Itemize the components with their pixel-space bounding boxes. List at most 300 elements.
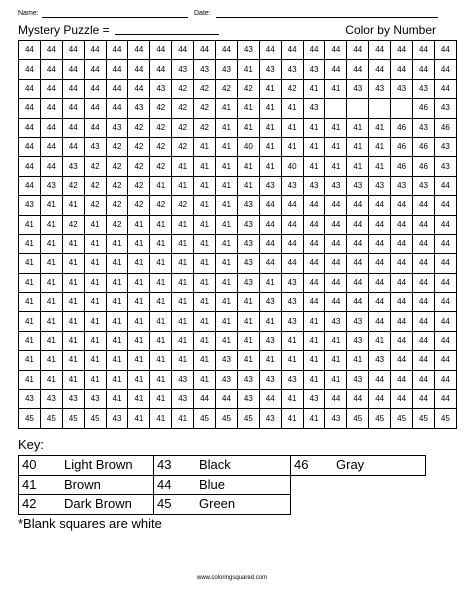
- grid-cell[interactable]: 44: [391, 41, 413, 60]
- grid-cell[interactable]: 44: [84, 41, 106, 60]
- grid-cell[interactable]: 41: [303, 137, 325, 156]
- grid-cell[interactable]: 43: [281, 293, 303, 312]
- grid-cell[interactable]: 44: [62, 41, 84, 60]
- grid-cell[interactable]: 44: [325, 60, 347, 79]
- grid-cell[interactable]: 41: [303, 79, 325, 98]
- grid-cell[interactable]: 44: [281, 41, 303, 60]
- grid-cell[interactable]: 41: [40, 234, 62, 253]
- grid-cell[interactable]: 41: [237, 293, 259, 312]
- grid-cell[interactable]: 44: [347, 196, 369, 215]
- grid-cell[interactable]: [369, 99, 391, 118]
- grid-cell[interactable]: 43: [40, 390, 62, 409]
- grid-cell[interactable]: 45: [40, 409, 62, 428]
- grid-cell[interactable]: 41: [172, 157, 194, 176]
- grid-cell[interactable]: 43: [19, 196, 41, 215]
- grid-cell[interactable]: 41: [216, 273, 238, 292]
- grid-cell[interactable]: 41: [19, 273, 41, 292]
- grid-cell[interactable]: 44: [128, 79, 150, 98]
- grid-cell[interactable]: 43: [19, 390, 41, 409]
- grid-cell[interactable]: 41: [194, 254, 216, 273]
- grid-cell[interactable]: 41: [172, 331, 194, 350]
- grid-cell[interactable]: 43: [216, 370, 238, 389]
- grid-cell[interactable]: 41: [128, 351, 150, 370]
- grid-cell[interactable]: 41: [40, 273, 62, 292]
- grid-cell[interactable]: 43: [369, 79, 391, 98]
- grid-cell[interactable]: 44: [19, 137, 41, 156]
- grid-cell[interactable]: 40: [237, 137, 259, 156]
- grid-cell[interactable]: 44: [369, 60, 391, 79]
- grid-cell[interactable]: 41: [216, 234, 238, 253]
- grid-cell[interactable]: 41: [303, 118, 325, 137]
- grid-cell[interactable]: 41: [128, 293, 150, 312]
- grid-cell[interactable]: 41: [172, 215, 194, 234]
- grid-cell[interactable]: 46: [413, 157, 435, 176]
- grid-cell[interactable]: 44: [347, 60, 369, 79]
- grid-cell[interactable]: 44: [303, 254, 325, 273]
- grid-cell[interactable]: 41: [281, 331, 303, 350]
- grid-cell[interactable]: 42: [172, 137, 194, 156]
- grid-cell[interactable]: 41: [128, 390, 150, 409]
- grid-cell[interactable]: 43: [303, 60, 325, 79]
- grid-cell[interactable]: 43: [413, 118, 435, 137]
- grid-cell[interactable]: 44: [391, 370, 413, 389]
- grid-cell[interactable]: 44: [172, 41, 194, 60]
- grid-cell[interactable]: 44: [434, 254, 456, 273]
- grid-cell[interactable]: 41: [325, 331, 347, 350]
- grid-cell[interactable]: 41: [369, 157, 391, 176]
- grid-cell[interactable]: 44: [413, 234, 435, 253]
- grid-cell[interactable]: 42: [150, 196, 172, 215]
- grid-cell[interactable]: 44: [19, 99, 41, 118]
- grid-cell[interactable]: 44: [413, 331, 435, 350]
- grid-cell[interactable]: 45: [434, 409, 456, 428]
- grid-cell[interactable]: 41: [19, 215, 41, 234]
- grid-cell[interactable]: 41: [194, 293, 216, 312]
- grid-cell[interactable]: 42: [128, 137, 150, 156]
- grid-cell[interactable]: 41: [172, 273, 194, 292]
- grid-cell[interactable]: 41: [325, 157, 347, 176]
- grid-cell[interactable]: 44: [303, 215, 325, 234]
- grid-cell[interactable]: 43: [391, 79, 413, 98]
- grid-cell[interactable]: 41: [259, 137, 281, 156]
- grid-cell[interactable]: 43: [106, 409, 128, 428]
- grid-cell[interactable]: 44: [84, 60, 106, 79]
- grid-cell[interactable]: 43: [303, 99, 325, 118]
- grid-cell[interactable]: 41: [62, 331, 84, 350]
- grid-cell[interactable]: 41: [150, 234, 172, 253]
- grid-cell[interactable]: 43: [62, 390, 84, 409]
- grid-cell[interactable]: 44: [62, 79, 84, 98]
- grid-cell[interactable]: 44: [391, 196, 413, 215]
- grid-cell[interactable]: 44: [259, 254, 281, 273]
- grid-cell[interactable]: 43: [237, 390, 259, 409]
- grid-cell[interactable]: 43: [281, 60, 303, 79]
- grid-cell[interactable]: 41: [194, 370, 216, 389]
- grid-cell[interactable]: 44: [303, 293, 325, 312]
- grid-cell[interactable]: 44: [434, 196, 456, 215]
- grid-cell[interactable]: [391, 99, 413, 118]
- grid-cell[interactable]: 41: [106, 351, 128, 370]
- grid-cell[interactable]: 44: [106, 79, 128, 98]
- grid-cell[interactable]: 41: [281, 137, 303, 156]
- grid-cell[interactable]: [347, 99, 369, 118]
- grid-cell[interactable]: 44: [194, 390, 216, 409]
- grid-cell[interactable]: 44: [434, 331, 456, 350]
- grid-cell[interactable]: 45: [413, 409, 435, 428]
- grid-cell[interactable]: 42: [128, 176, 150, 195]
- grid-cell[interactable]: 41: [40, 351, 62, 370]
- grid-cell[interactable]: 44: [40, 137, 62, 156]
- answer-line[interactable]: [115, 24, 219, 35]
- grid-cell[interactable]: 42: [62, 176, 84, 195]
- grid-cell[interactable]: 41: [216, 137, 238, 156]
- grid-cell[interactable]: 44: [216, 390, 238, 409]
- grid-cell[interactable]: 43: [347, 176, 369, 195]
- grid-cell[interactable]: 45: [19, 409, 41, 428]
- grid-cell[interactable]: 41: [237, 176, 259, 195]
- grid-cell[interactable]: 41: [150, 254, 172, 273]
- grid-cell[interactable]: 41: [216, 118, 238, 137]
- grid-cell[interactable]: 44: [413, 390, 435, 409]
- grid-cell[interactable]: 44: [434, 293, 456, 312]
- grid-cell[interactable]: 43: [237, 215, 259, 234]
- grid-cell[interactable]: 41: [347, 118, 369, 137]
- grid-cell[interactable]: 41: [216, 312, 238, 331]
- grid-cell[interactable]: 41: [106, 293, 128, 312]
- grid-cell[interactable]: 41: [237, 118, 259, 137]
- grid-cell[interactable]: 41: [19, 293, 41, 312]
- grid-cell[interactable]: 41: [259, 312, 281, 331]
- grid-cell[interactable]: 44: [391, 390, 413, 409]
- grid-cell[interactable]: 43: [172, 390, 194, 409]
- grid-cell[interactable]: 43: [237, 41, 259, 60]
- grid-cell[interactable]: 41: [237, 331, 259, 350]
- grid-cell[interactable]: 41: [325, 118, 347, 137]
- grid-cell[interactable]: 45: [84, 409, 106, 428]
- grid-cell[interactable]: 44: [19, 118, 41, 137]
- grid-cell[interactable]: 44: [391, 312, 413, 331]
- grid-cell[interactable]: 41: [84, 351, 106, 370]
- grid-cell[interactable]: 41: [40, 370, 62, 389]
- grid-cell[interactable]: 44: [369, 41, 391, 60]
- grid-cell[interactable]: 41: [194, 196, 216, 215]
- grid-cell[interactable]: 41: [369, 137, 391, 156]
- grid-cell[interactable]: 41: [216, 99, 238, 118]
- grid-cell[interactable]: 42: [106, 137, 128, 156]
- grid-cell[interactable]: 44: [128, 41, 150, 60]
- grid-cell[interactable]: 43: [281, 176, 303, 195]
- grid-cell[interactable]: 46: [413, 137, 435, 156]
- grid-cell[interactable]: 44: [40, 41, 62, 60]
- grid-cell[interactable]: 43: [259, 370, 281, 389]
- grid-cell[interactable]: 45: [391, 409, 413, 428]
- grid-cell[interactable]: 41: [303, 331, 325, 350]
- grid-cell[interactable]: 44: [106, 99, 128, 118]
- grid-cell[interactable]: 41: [216, 215, 238, 234]
- grid-cell[interactable]: 41: [128, 312, 150, 331]
- grid-cell[interactable]: 41: [259, 79, 281, 98]
- grid-cell[interactable]: 41: [194, 137, 216, 156]
- grid-cell[interactable]: 44: [369, 273, 391, 292]
- grid-cell[interactable]: 41: [347, 351, 369, 370]
- grid-cell[interactable]: 44: [391, 351, 413, 370]
- grid-cell[interactable]: 44: [281, 196, 303, 215]
- grid-cell[interactable]: 41: [62, 273, 84, 292]
- grid-cell[interactable]: 41: [150, 390, 172, 409]
- grid-cell[interactable]: 45: [194, 409, 216, 428]
- grid-cell[interactable]: 42: [237, 79, 259, 98]
- grid-cell[interactable]: 42: [106, 176, 128, 195]
- grid-cell[interactable]: 41: [325, 79, 347, 98]
- grid-cell[interactable]: 42: [84, 196, 106, 215]
- grid-cell[interactable]: 43: [84, 137, 106, 156]
- grid-cell[interactable]: 44: [84, 99, 106, 118]
- grid-cell[interactable]: 41: [150, 293, 172, 312]
- grid-cell[interactable]: 41: [216, 176, 238, 195]
- grid-cell[interactable]: 41: [172, 351, 194, 370]
- grid-cell[interactable]: 46: [391, 137, 413, 156]
- grid-cell[interactable]: 43: [347, 370, 369, 389]
- grid-cell[interactable]: 44: [281, 234, 303, 253]
- grid-cell[interactable]: 41: [259, 118, 281, 137]
- grid-cell[interactable]: 46: [391, 118, 413, 137]
- grid-cell[interactable]: 42: [194, 118, 216, 137]
- grid-cell[interactable]: 41: [84, 234, 106, 253]
- grid-cell[interactable]: 44: [391, 234, 413, 253]
- grid-cell[interactable]: 44: [128, 60, 150, 79]
- grid-cell[interactable]: 43: [237, 196, 259, 215]
- grid-cell[interactable]: 43: [259, 331, 281, 350]
- grid-cell[interactable]: 44: [281, 215, 303, 234]
- grid-cell[interactable]: 42: [150, 118, 172, 137]
- grid-cell[interactable]: 41: [128, 370, 150, 389]
- grid-cell[interactable]: 44: [434, 370, 456, 389]
- grid-cell[interactable]: 44: [259, 196, 281, 215]
- grid-cell[interactable]: 41: [19, 234, 41, 253]
- grid-cell[interactable]: 44: [434, 60, 456, 79]
- grid-cell[interactable]: 42: [128, 157, 150, 176]
- grid-cell[interactable]: 41: [128, 409, 150, 428]
- grid-cell[interactable]: 44: [281, 254, 303, 273]
- grid-cell[interactable]: 43: [281, 312, 303, 331]
- grid-cell[interactable]: 44: [216, 41, 238, 60]
- grid-cell[interactable]: 44: [413, 351, 435, 370]
- grid-cell[interactable]: 44: [369, 254, 391, 273]
- grid-cell[interactable]: 43: [237, 234, 259, 253]
- grid-cell[interactable]: 42: [150, 137, 172, 156]
- grid-cell[interactable]: 41: [128, 273, 150, 292]
- grid-cell[interactable]: 41: [259, 351, 281, 370]
- grid-cell[interactable]: 43: [259, 293, 281, 312]
- grid-cell[interactable]: 44: [325, 41, 347, 60]
- grid-cell[interactable]: 41: [40, 254, 62, 273]
- grid-cell[interactable]: 41: [106, 234, 128, 253]
- grid-cell[interactable]: 44: [19, 157, 41, 176]
- grid-cell[interactable]: 42: [106, 196, 128, 215]
- grid-cell[interactable]: 42: [128, 118, 150, 137]
- grid-cell[interactable]: 41: [303, 312, 325, 331]
- grid-cell[interactable]: 41: [194, 331, 216, 350]
- grid-cell[interactable]: 43: [347, 79, 369, 98]
- grid-cell[interactable]: 44: [62, 99, 84, 118]
- grid-cell[interactable]: 41: [84, 370, 106, 389]
- grid-cell[interactable]: 43: [369, 176, 391, 195]
- grid-cell[interactable]: 41: [62, 370, 84, 389]
- grid-cell[interactable]: 43: [259, 60, 281, 79]
- grid-cell[interactable]: 42: [194, 79, 216, 98]
- grid-cell[interactable]: 43: [237, 370, 259, 389]
- grid-cell[interactable]: 42: [150, 157, 172, 176]
- grid-cell[interactable]: 41: [194, 215, 216, 234]
- grid-cell[interactable]: 41: [237, 60, 259, 79]
- grid-cell[interactable]: 44: [413, 370, 435, 389]
- grid-cell[interactable]: 44: [434, 79, 456, 98]
- grid-cell[interactable]: 43: [303, 390, 325, 409]
- grid-cell[interactable]: 41: [150, 409, 172, 428]
- grid-cell[interactable]: 41: [369, 331, 391, 350]
- grid-cell[interactable]: 43: [303, 176, 325, 195]
- grid-cell[interactable]: 41: [172, 409, 194, 428]
- grid-cell[interactable]: 44: [434, 273, 456, 292]
- grid-cell[interactable]: 44: [325, 273, 347, 292]
- grid-cell[interactable]: 41: [281, 118, 303, 137]
- grid-cell[interactable]: 43: [281, 370, 303, 389]
- grid-cell[interactable]: 41: [194, 351, 216, 370]
- grid-cell[interactable]: 44: [391, 60, 413, 79]
- grid-cell[interactable]: 41: [216, 331, 238, 350]
- grid-cell[interactable]: 45: [237, 409, 259, 428]
- grid-cell[interactable]: 41: [194, 157, 216, 176]
- grid-cell[interactable]: 44: [303, 273, 325, 292]
- grid-cell[interactable]: 41: [19, 254, 41, 273]
- grid-cell[interactable]: 40: [281, 157, 303, 176]
- grid-cell[interactable]: 41: [216, 157, 238, 176]
- grid-cell[interactable]: 42: [194, 99, 216, 118]
- grid-cell[interactable]: 42: [216, 79, 238, 98]
- grid-cell[interactable]: 41: [150, 351, 172, 370]
- grid-cell[interactable]: 44: [391, 254, 413, 273]
- grid-cell[interactable]: 44: [19, 176, 41, 195]
- grid-cell[interactable]: 44: [413, 215, 435, 234]
- grid-cell[interactable]: 41: [150, 176, 172, 195]
- grid-cell[interactable]: 41: [194, 234, 216, 253]
- grid-cell[interactable]: 44: [325, 215, 347, 234]
- grid-cell[interactable]: 41: [106, 370, 128, 389]
- grid-cell[interactable]: 44: [413, 196, 435, 215]
- grid-cell[interactable]: 43: [237, 254, 259, 273]
- grid-cell[interactable]: 41: [150, 370, 172, 389]
- grid-cell[interactable]: 41: [303, 157, 325, 176]
- grid-cell[interactable]: 45: [62, 409, 84, 428]
- grid-cell[interactable]: 45: [347, 409, 369, 428]
- grid-cell[interactable]: 42: [106, 157, 128, 176]
- grid-cell[interactable]: 43: [325, 409, 347, 428]
- grid-cell[interactable]: 44: [259, 390, 281, 409]
- grid-cell[interactable]: 41: [19, 370, 41, 389]
- grid-cell[interactable]: 41: [150, 215, 172, 234]
- grid-cell[interactable]: 41: [128, 254, 150, 273]
- grid-cell[interactable]: 43: [413, 176, 435, 195]
- grid-cell[interactable]: 44: [369, 215, 391, 234]
- grid-cell[interactable]: 41: [194, 176, 216, 195]
- grid-cell[interactable]: 41: [84, 293, 106, 312]
- grid-cell[interactable]: 41: [216, 293, 238, 312]
- grid-cell[interactable]: 44: [40, 79, 62, 98]
- grid-cell[interactable]: 43: [84, 390, 106, 409]
- grid-cell[interactable]: 41: [237, 157, 259, 176]
- grid-cell[interactable]: 42: [106, 215, 128, 234]
- grid-cell[interactable]: 44: [40, 118, 62, 137]
- grid-cell[interactable]: 44: [391, 273, 413, 292]
- grid-cell[interactable]: 43: [434, 157, 456, 176]
- grid-cell[interactable]: 41: [19, 312, 41, 331]
- grid-cell[interactable]: 41: [150, 273, 172, 292]
- date-line[interactable]: [216, 17, 438, 18]
- grid-cell[interactable]: 44: [434, 215, 456, 234]
- grid-cell[interactable]: 44: [19, 41, 41, 60]
- grid-cell[interactable]: 44: [347, 390, 369, 409]
- grid-cell[interactable]: 41: [369, 118, 391, 137]
- grid-cell[interactable]: 45: [216, 409, 238, 428]
- grid-cell[interactable]: 41: [281, 390, 303, 409]
- grid-cell[interactable]: 43: [237, 273, 259, 292]
- grid-cell[interactable]: 41: [106, 331, 128, 350]
- grid-cell[interactable]: 41: [40, 331, 62, 350]
- grid-cell[interactable]: 44: [413, 254, 435, 273]
- grid-cell[interactable]: 44: [347, 293, 369, 312]
- grid-cell[interactable]: 41: [84, 254, 106, 273]
- grid-cell[interactable]: 42: [84, 157, 106, 176]
- grid-cell[interactable]: 44: [391, 293, 413, 312]
- grid-cell[interactable]: 42: [150, 99, 172, 118]
- grid-cell[interactable]: 44: [259, 41, 281, 60]
- grid-cell[interactable]: 44: [369, 293, 391, 312]
- grid-cell[interactable]: 44: [325, 234, 347, 253]
- grid-cell[interactable]: 41: [194, 312, 216, 331]
- grid-cell[interactable]: 44: [413, 60, 435, 79]
- grid-cell[interactable]: 42: [281, 79, 303, 98]
- grid-cell[interactable]: 44: [19, 79, 41, 98]
- grid-cell[interactable]: 41: [172, 312, 194, 331]
- grid-cell[interactable]: 41: [128, 234, 150, 253]
- grid-cell[interactable]: 41: [281, 409, 303, 428]
- grid-cell[interactable]: 44: [413, 41, 435, 60]
- grid-cell[interactable]: 41: [237, 312, 259, 331]
- grid-cell[interactable]: 43: [413, 79, 435, 98]
- grid-cell[interactable]: 43: [194, 60, 216, 79]
- grid-cell[interactable]: 41: [172, 176, 194, 195]
- grid-cell[interactable]: 44: [369, 370, 391, 389]
- grid-cell[interactable]: 41: [172, 254, 194, 273]
- grid-cell[interactable]: 41: [303, 409, 325, 428]
- grid-cell[interactable]: 44: [19, 60, 41, 79]
- grid-cell[interactable]: 41: [259, 99, 281, 118]
- grid-cell[interactable]: 41: [62, 254, 84, 273]
- grid-cell[interactable]: 44: [259, 215, 281, 234]
- grid-cell[interactable]: 44: [347, 273, 369, 292]
- grid-cell[interactable]: 43: [62, 157, 84, 176]
- grid-cell[interactable]: 43: [434, 99, 456, 118]
- grid-cell[interactable]: 44: [347, 215, 369, 234]
- grid-cell[interactable]: 44: [369, 390, 391, 409]
- grid-cell[interactable]: 41: [84, 215, 106, 234]
- grid-cell[interactable]: 41: [325, 137, 347, 156]
- grid-cell[interactable]: 41: [172, 293, 194, 312]
- grid-cell[interactable]: 44: [434, 176, 456, 195]
- grid-cell[interactable]: 44: [347, 41, 369, 60]
- name-line[interactable]: [42, 17, 188, 18]
- grid-cell[interactable]: 41: [325, 351, 347, 370]
